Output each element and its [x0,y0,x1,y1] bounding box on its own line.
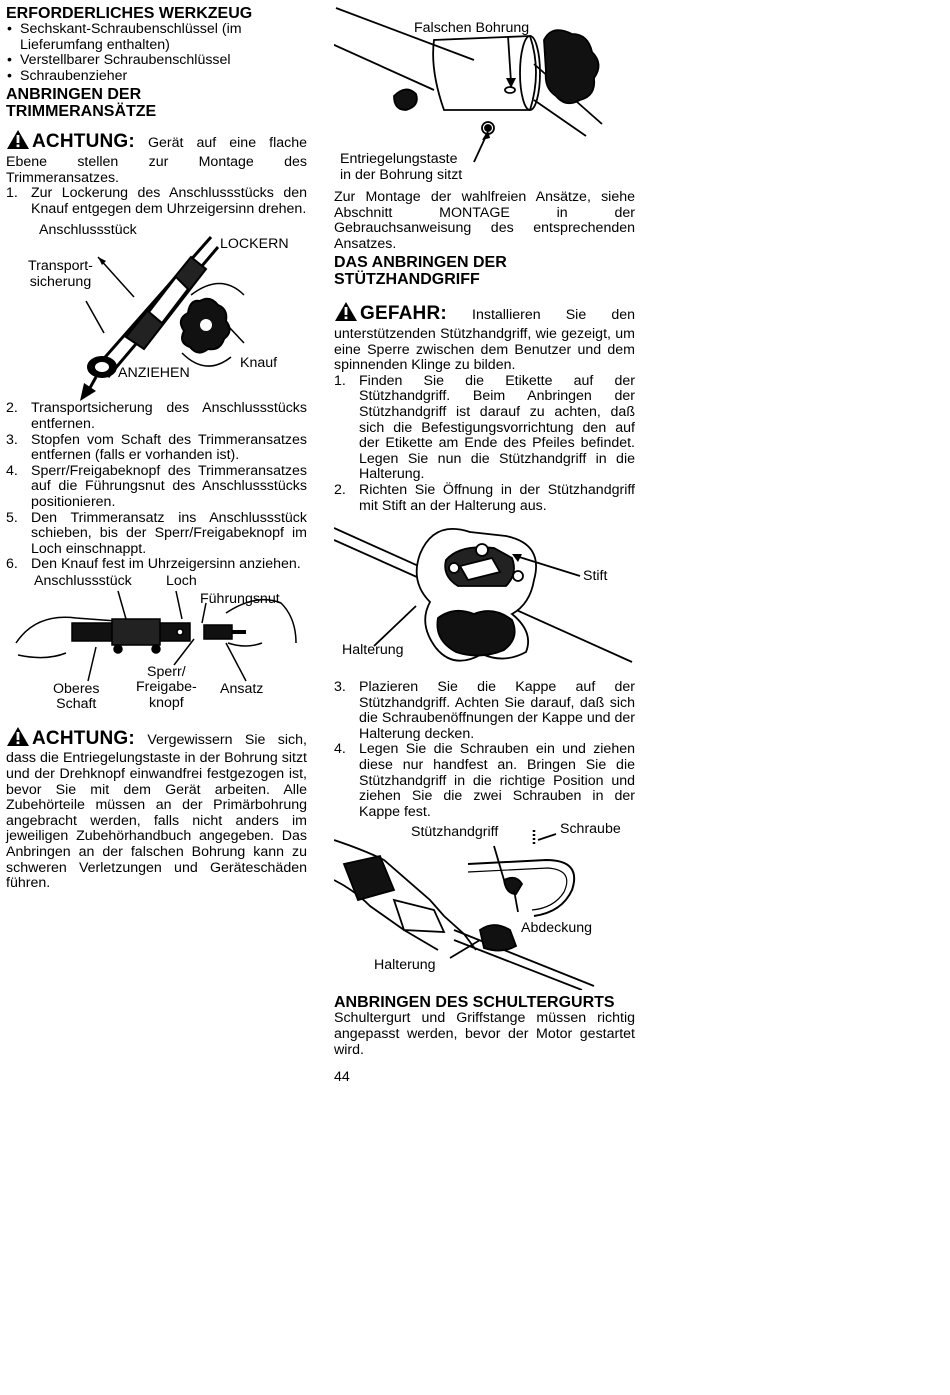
list-item [334,680,635,742]
step-number: 4. [334,741,346,758]
warning-triangle-icon [6,129,30,155]
figure-insert-attachment [6,573,307,723]
warning-label: ACHTUNG: [32,727,135,749]
label-knauf: Knauf [240,355,278,372]
label-fuehrungsnut: Führungsnut [200,590,280,607]
handle-steps-a [334,374,635,514]
label-stuetzhandgriff: Stützhandgriff [411,824,499,841]
label-schraube: Schraube [560,821,621,838]
step-number: 3. [6,431,18,448]
warning-text: Vergewissern Sie sich, dass die Entriegelungstaste in der Bohrung sitzt und der Drehknopf einwandfrei festgezogen ist, bevor Sie mit dem Gerät arbeiten. Alle Zubehörteile müssen an der Primärbohrung angebracht werden, falls nicht anders im jeweiligen Zubehörhandbuch angegeben. Das Anbringen an der falschen Bohrung kann zu schweren Verletzungen und Geräteschäden führen. [6,731,307,892]
handle-steps-b [334,680,635,820]
left-column [6,0,307,892]
step-number: 4. [6,462,18,479]
step-text: Plazieren Sie die Kappe auf der Stützhandgriff. Achten Sie darauf, daß sich die Schraubenöffnungen der Kappe und der Halterung decken. [359,679,635,742]
step-text: Legen Sie die Schrauben ein und ziehen diese nur handfest an. Bringen Sie die Stützhandgriff in die richtige Position und ziehen Sie die zwei Schrauben in der Kappe fest. [359,741,635,820]
step-text: Den Trimmeransatz ins Anschlussstück schieben, bis der Sperr/Freigabeknopf im Loch einschnappt. [31,509,307,557]
step-text: Richten Sie Öffnung in der Stützhandgriff mit Stift an der Halterung aus. [359,481,635,514]
label-ansatz: Ansatz [220,680,264,697]
list-item: • Verstellbarer Schraubenschlüssel [6,53,307,69]
warning-label: ACHTUNG: [32,131,135,153]
warning-block-2 [6,726,307,892]
danger-text: Installieren Sie den unterstützenden Stützhandgriff, wie gezeigt, um eine Sperre zwischen dem Benutzer und dem spinnenden Klinge zu bilden. [334,307,635,374]
page-number: 44 [334,1069,350,1085]
list-item [6,433,307,464]
step-text: Den Knauf fest im Uhrzeigersinn anziehen. [31,556,301,573]
tools-list [6,22,307,84]
step-text: Zur Lockerung des Anschlussstücks den Knauf entgegen dem Uhrzeigersinn drehen. [31,185,307,217]
step-number: 2. [6,400,18,417]
label-transport: Transport- sicherung [28,258,93,290]
right-column [334,0,635,1058]
list-item: • Sechskant-Schraubenschlüssel (im Lieferumfang enthalten) [6,22,307,53]
label-falschen: Falschen Bohrung [414,20,530,36]
step-number: 2. [334,481,346,498]
danger-block [334,301,635,373]
figure-release-button [334,0,635,190]
list-item [334,742,635,820]
list-item [6,401,307,432]
step-number: 6. [6,556,18,573]
list-item [6,511,307,558]
list-item [6,557,307,573]
attach-heading: ANBRINGEN DER TRIMMERANSÄTZE [6,86,157,121]
list-item [6,186,307,217]
list-item [6,464,307,511]
strap-paragraph: Schultergurt und Griffstange müssen richtig angepasst werden, bevor der Motor gestartet wird. [334,1010,635,1058]
handle-heading: DAS ANBRINGEN DER STÜTZHANDGRIFF [334,254,507,289]
warning-triangle-icon [6,726,30,752]
label-lockern: LOCKERN [220,236,289,253]
step-text: Transportsicherung des Anschlussstücks entfernen. [31,400,307,432]
label-halterung: Halterung [342,642,404,659]
steps-list-1 [6,186,307,217]
step-number: 1. [334,372,346,389]
label-entriegelung: Entriegelungstaste in der Bohrung sitzt [340,151,463,183]
step-number: 3. [334,679,346,696]
step-text: Stopfen vom Schaft des Trimmeransatzes entfernen (falls er vorhanden ist). [31,431,307,464]
label-anziehen: ANZIEHEN [118,365,190,382]
warning-text: Gerät auf eine flache Ebene stellen zur Montage des Trimmeransatzes. [6,135,307,186]
step-number: 5. [6,509,18,526]
list-item [334,374,635,483]
list-item: • Schraubenzieher [6,69,307,85]
figure-bracket-pin [334,514,635,674]
label-sperr: Sperr/ Freigabe- knopf [136,663,197,712]
tools-heading: ERFORDERLICHES WERKZEUG [6,5,253,22]
figure-knob-loosen [6,217,307,401]
figure-handle-assembly [334,820,635,990]
label-anschluss-2: Anschlussstück [34,572,132,589]
strap-heading: ANBRINGEN DES SCHULTERGURTS [334,994,615,1012]
label-stift: Stift [583,568,608,585]
label-halterung-2: Halterung [374,957,436,974]
warning-block-1 [6,129,307,186]
intro-paragraph: Zur Montage der wahlfreien Ansätze, siehe Abschnitt MONTAGE in der Gebrauchsanweisung des entsprechenden Ansatzes. [334,189,635,252]
step-text: Finden Sie die Etikette auf der Stützhandgriff. Beim Anbringen der Stützhandgriff ist darauf zu achten, daß sich die Befestigungsvorrichtung den auf der Etikette am Ende des Pfeiles befindet. Legen Sie nun die Stützhandgriff in die Halterung. [359,372,635,483]
label-abdeckung: Abdeckung [521,920,592,937]
danger-label: GEFAHR: [360,303,447,325]
steps-list-2 [6,401,307,573]
list-item [334,483,635,514]
step-number: 1. [6,185,18,202]
label-oberes-schaft: Oberes Schaft [53,680,100,713]
warning-triangle-icon [334,301,358,327]
label-loch: Loch [166,572,197,589]
step-text: Sperr/Freigabeknopf des Trimmeransatzes auf die Führungsnut des Anschlussstücks positionieren. [31,462,307,510]
label-anschluss: Anschlussstück [39,222,137,239]
